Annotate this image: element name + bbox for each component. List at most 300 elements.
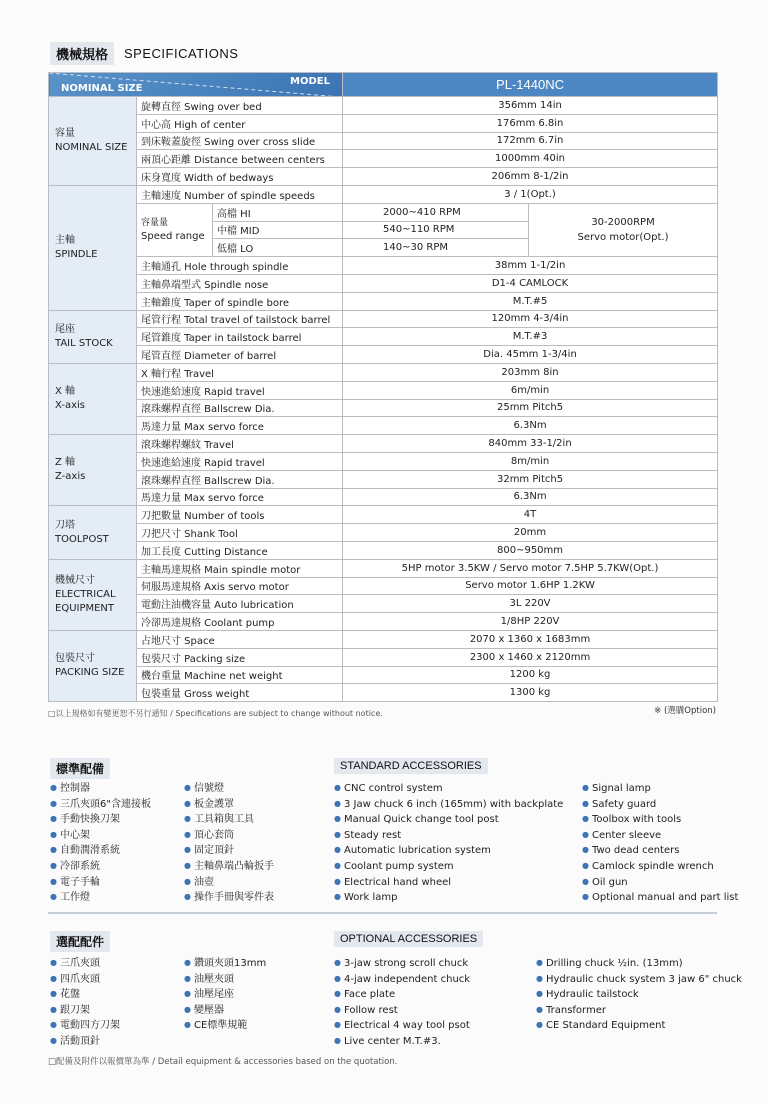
list-item [184,828,274,844]
list-item [50,875,151,891]
list-item [582,812,738,828]
spec-value: 32mm Pitch5 [343,470,718,488]
table-row [49,577,718,595]
bullet-icon: ● [334,783,341,792]
spec-value: 3L 220V [343,595,718,613]
bullet-icon: ● [536,958,543,967]
bullet-icon: ● [50,892,57,902]
list-item [50,956,120,972]
standard-title-en-box [334,758,488,774]
list-item [50,828,151,844]
category-cell [49,97,137,186]
list-item-text: Safety guard [591,798,657,810]
list-item [50,987,120,1003]
list-item-text: 跟刀架 [59,1004,90,1016]
speed-lo: 低檔 LO [213,239,343,257]
list-item-text: CE Standard Equipment [545,1020,666,1032]
option-note: ※ (選購Option) [654,706,716,716]
list-item [536,987,742,1003]
category-label: 機械尺寸 [55,574,95,586]
list-item [184,797,274,813]
table-row [49,292,718,310]
list-item [50,890,151,906]
bullet-icon: ● [50,860,57,870]
spec-value: 172mm 6.7in [343,132,718,150]
spec-value: 120mm 4-3/4in [343,310,718,328]
list-item [582,828,738,844]
spec-item: 快速進給速度 Rapid travel [137,452,343,470]
table-row [49,541,718,559]
list-item [184,875,274,891]
spec-item: 伺服馬達規格 Axis servo motor [137,577,343,595]
table-row [49,150,718,168]
model-label: MODEL [290,76,331,87]
list-item [334,859,563,875]
category-label: 主軸 [55,234,75,246]
bullet-icon: ● [50,783,57,792]
speed-hi: 高檔 HI [213,203,343,221]
spec-item: 滾珠螺桿螺紋 Travel [137,435,343,453]
speed-hi-value: 2000~410 RPM [343,203,529,221]
spec-item: 刀把數量 Number of tools [137,506,343,524]
list-item [184,843,274,859]
table-row [49,203,718,221]
bullet-icon: ● [334,1035,341,1045]
speed-range-cell [137,203,213,256]
bullet-icon: ● [582,892,589,902]
list-item [334,1003,470,1019]
list-item-text: 工具箱與工具 [193,814,254,826]
list-item-text: Center sleeve [591,829,662,841]
list-item [184,1003,266,1019]
bullet-icon: ● [184,860,191,870]
list-item-text: 信號燈 [193,783,224,794]
list-item-text: Live center M.T.#3. [343,1035,441,1047]
category-label: TAIL STOCK [55,337,113,349]
bullet-icon: ● [334,876,341,886]
bullet-icon: ● [582,783,589,792]
list-item [184,956,266,972]
list-item-text: 變壓器 [193,1004,224,1016]
spec-item: X 軸行程 Travel [137,363,343,381]
list-item-text: 頂心套筒 [193,829,234,841]
list-item [50,1034,120,1050]
table-row [49,435,718,453]
bullet-icon: ● [50,1004,57,1014]
list-item-text: Electrical 4 way tool psot [343,1020,470,1032]
list-item-text: Work lamp [343,892,398,904]
spec-item: 滾珠螺桿直徑 Ballscrew Dia. [137,470,343,488]
spec-value: Servo motor 1.6HP 1.2KW [343,577,718,595]
spec-item: 尾管行程 Total travel of tailstock barrel [137,310,343,328]
list-item [334,1018,470,1034]
standard-title-en: STANDARD ACCESSORIES [334,758,488,774]
list-item [536,1003,742,1019]
category-cell [49,435,137,506]
table-row [49,666,718,684]
bullet-icon: ● [536,973,543,983]
list-item-text: Electrical hand wheel [343,876,452,888]
list-item [50,972,120,988]
list-item-text: 自動潤滑系統 [59,845,120,857]
table-row [49,114,718,132]
spec-item: 加工長度 Cutting Distance [137,541,343,559]
spec-item: 到床鞍蓋旋徑 Swing over cross slide [137,132,343,150]
bullet-icon: ● [50,1035,57,1045]
spec-item: 馬達力量 Max servo force [137,417,343,435]
list-item-text: Follow rest [343,1004,398,1016]
list-item [334,972,470,988]
spec-item: 床身寬度 Width of bedways [137,168,343,186]
section-divider [48,912,717,914]
category-cell [49,506,137,559]
spec-value: 6m/min [343,381,718,399]
bullet-icon: ● [334,973,341,983]
category-label: NOMINAL SIZE [55,141,128,153]
spec-item: 機台重量 Machine net weight [137,666,343,684]
category-cell [49,185,137,310]
nominal-size-label: NOMINAL SIZE [61,83,143,94]
table-row [49,97,718,115]
list-item [582,797,738,813]
spec-value: D1-4 CAMLOCK [343,274,718,292]
list-item [334,956,470,972]
table-row [49,363,718,381]
bullet-icon: ● [582,860,589,870]
list-item [334,843,563,859]
list-item-text: Coolant pump system [343,860,454,872]
optional-title-en-box [334,931,483,947]
standard-en-list-2 [582,781,738,906]
table-row [49,185,718,203]
list-item-text: 4-jaw independent chuck [343,973,471,985]
category-label: X 軸 [55,386,76,398]
bullet-icon: ● [334,829,341,839]
spec-item: 主軸速度 Number of spindle speeds [137,185,343,203]
bullet-icon: ● [50,989,57,999]
list-item [582,781,738,797]
optional-title-en: OPTIONAL ACCESSORIES [334,931,483,947]
bullet-icon: ● [50,798,57,808]
spec-item: 兩頂心距離 Distance between centers [137,150,343,168]
list-item-text: CNC control system [343,783,443,794]
category-label: PACKING SIZE [55,667,125,678]
list-item [334,828,563,844]
bullet-icon: ● [50,814,57,824]
list-item-text: Hydraulic chuck system 3 jaw 6" chuck [545,973,742,985]
bullet-icon: ● [334,798,341,808]
list-item [334,987,470,1003]
list-item-text: Automatic lubrication system [343,845,491,857]
category-label: 尾座 [55,323,75,335]
spec-value: 840mm 33-1/2in [343,435,718,453]
list-item-text: 板金護罩 [193,798,234,810]
optional-en-list-2 [536,956,742,1034]
bullet-icon: ● [184,973,191,983]
spec-value: 3 / 1(Opt.) [343,185,718,203]
spec-value: 5HP motor 3.5KW / Servo motor 7.5HP 5.7KW(Opt.) [343,559,718,577]
table-header-row [49,73,718,97]
list-item-text: Manual Quick change tool post [343,814,499,826]
list-item-text: 三爪夾頭6"含連接板 [59,798,151,810]
bullet-icon: ● [184,958,191,967]
list-item-text: 控制器 [59,783,90,794]
list-item [50,1018,120,1034]
table-row [49,630,718,648]
list-item [334,781,563,797]
spec-value: 800~950mm [343,541,718,559]
bullet-icon: ● [536,1004,543,1014]
list-item-text: 3 Jaw chuck 6 inch (165mm) with backplate [343,798,564,810]
spec-item: 尾管直徑 Diameter of barrel [137,346,343,364]
list-item-text: Face plate [343,989,396,1001]
bullet-icon: ● [536,989,543,999]
list-item [536,972,742,988]
list-item [334,797,563,813]
speed-mid-value: 540~110 RPM [343,221,529,239]
list-item [184,890,274,906]
spec-value: M.T.#3 [343,328,718,346]
table-row [49,684,718,702]
spec-item: 中心高 High of center [137,114,343,132]
category-label: 容量 [55,127,75,139]
bullet-icon: ● [334,1004,341,1014]
bullet-icon: ● [184,892,191,902]
speed-lo-value: 140~30 RPM [343,239,529,257]
spec-item: 滾珠螺桿直徑 Ballscrew Dia. [137,399,343,417]
list-item [582,859,738,875]
category-label: X-axis [55,400,85,412]
table-row [49,132,718,150]
list-item [50,859,151,875]
category-cell [49,310,137,363]
list-item-text: 3-jaw strong scroll chuck [343,958,469,969]
spec-value: 2300 x 1460 x 2120mm [343,648,718,666]
category-label: SPINDLE [55,248,98,260]
spec-title-zh: 機械規格 [50,42,114,65]
list-item-text: Drilling chuck ½in. (13mm) [545,958,683,969]
bullet-icon: ● [582,829,589,839]
spec-item: 主軸通孔 Hole through spindle [137,257,343,275]
bullet-icon: ● [582,845,589,855]
list-item-text: 四爪夾頭 [59,973,100,985]
spec-value: 2070 x 1360 x 1683mm [343,630,718,648]
table-row [49,310,718,328]
list-item-text: Transformer [545,1004,606,1016]
bullet-icon: ● [582,876,589,886]
spec-item: 包裝尺寸 Packing size [137,648,343,666]
table-row [49,470,718,488]
category-cell [49,363,137,434]
bullet-icon: ● [184,814,191,824]
spec-value: 20mm [343,524,718,542]
list-item-text: Signal lamp [591,783,651,794]
bullet-icon: ● [334,989,341,999]
servo-opt: Servo motor(Opt.) [577,231,669,243]
model-value: PL-1440NC [343,73,718,97]
table-row [49,524,718,542]
table-row [49,417,718,435]
spec-item: 尾管錐度 Taper in tailstock barrel [137,328,343,346]
bullet-icon: ● [184,845,191,855]
list-item [582,890,738,906]
list-item-text: 三爪夾頭 [59,958,100,969]
list-item-text: 電子手輪 [59,876,100,888]
list-item [536,956,742,972]
spec-value: 1300 kg [343,684,718,702]
list-item [334,890,563,906]
bullet-icon: ● [334,860,341,870]
spec-value: 38mm 1-1/2in [343,257,718,275]
spec-value: M.T.#5 [343,292,718,310]
spec-value: 1200 kg [343,666,718,684]
spec-item: 刀把尺寸 Shank Tool [137,524,343,542]
spec-value: 6.3Nm [343,417,718,435]
optional-title-zh-box [50,931,110,952]
list-item [50,797,151,813]
spec-value: 25mm Pitch5 [343,399,718,417]
list-item-text: CE標準規範 [193,1020,248,1032]
bullet-icon: ● [334,845,341,855]
bullet-icon: ● [184,829,191,839]
spec-value: Dia. 45mm 1-3/4in [343,346,718,364]
bullet-icon: ● [582,798,589,808]
table-row [49,399,718,417]
table-header-labels [49,73,343,97]
table-row [49,506,718,524]
category-label: 刀塔 [55,519,75,531]
spec-item: 主軸錐度 Taper of spindle bore [137,292,343,310]
spec-note: □以上規格如有變更恕不另行通知 / Specifications are subject to change without notice. [48,709,383,718]
spec-value: 1000mm 40in [343,150,718,168]
list-item-text: 主軸鼻端凸輪扳手 [193,860,274,872]
speed-mid: 中檔 MID [213,221,343,239]
list-item-text: 電動四方刀架 [59,1020,120,1032]
bullet-icon: ● [184,783,191,792]
list-item [184,781,274,797]
list-item-text: 工作燈 [59,892,90,904]
bullet-icon: ● [50,829,57,839]
category-label: 包裝尺寸 [55,653,95,664]
servo-rpm: 30-2000RPM [591,216,655,228]
list-item-text: 固定頂針 [193,845,234,857]
table-row [49,648,718,666]
bullet-icon: ● [582,814,589,824]
table-row [49,346,718,364]
list-item-text: Optional manual and part list [591,892,739,904]
list-item-text: Toolbox with tools [591,814,682,826]
bullet-icon: ● [334,892,341,902]
bullet-icon: ● [50,958,57,967]
spec-item: 旋轉直徑 Swing over bed [137,97,343,115]
list-item [582,843,738,859]
spec-value: 4T [343,506,718,524]
list-item-text: 操作手冊與零件表 [193,892,274,904]
standard-en-list-1 [334,781,563,906]
list-item [50,812,151,828]
spec-value: 8m/min [343,452,718,470]
list-item-text: 冷卻系統 [59,860,100,872]
bullet-icon: ● [184,989,191,999]
bullet-icon: ● [334,958,341,967]
list-item-text: 中心架 [59,829,90,841]
category-label: Z 軸 [55,457,76,469]
speed-range-en: Speed range [141,231,205,243]
list-item [184,987,266,1003]
list-item-text: Hydraulic tailstock [545,989,639,1001]
spec-value: 6.3Nm [343,488,718,506]
optional-zh-list-1 [50,956,120,1050]
list-item-text: 活動頂針 [59,1035,100,1047]
list-item-text: 鑽頭夾頭13mm [193,958,267,969]
spec-item: 主軸鼻端型式 Spindle nose [137,274,343,292]
spec-value: 356mm 14in [343,97,718,115]
optional-zh-list-2 [184,956,266,1034]
list-item [334,1034,470,1050]
spec-item: 占地尺寸 Space [137,630,343,648]
table-row [49,488,718,506]
spec-title-en: SPECIFICATIONS [124,45,239,61]
standard-zh-list-2 [184,781,274,906]
table-row [49,328,718,346]
spec-value: 176mm 6.8in [343,114,718,132]
list-item [334,812,563,828]
list-item-text: Oil gun [591,876,628,888]
list-item-text: 油壓尾座 [193,989,234,1001]
list-item-text: 油壓夾頭 [193,973,234,985]
spec-table [48,72,718,702]
standard-title-zh-box [50,758,110,779]
list-item [50,781,151,797]
list-item-text: 手動快換刀架 [59,814,120,826]
table-row [49,559,718,577]
category-label: TOOLPOST [55,533,109,545]
list-item [536,1018,742,1034]
standard-zh-list-1 [50,781,151,906]
bullet-icon: ● [536,1020,543,1030]
list-item-text: 油壺 [193,876,214,888]
list-item [50,1003,120,1019]
bullet-icon: ● [184,1004,191,1014]
bullet-icon: ● [184,798,191,808]
bullet-icon: ● [50,845,57,855]
table-row [49,257,718,275]
spec-item: 主軸馬達規格 Main spindle motor [137,559,343,577]
optional-en-list-1 [334,956,470,1050]
table-row [49,168,718,186]
spec-value: 1/8HP 220V [343,613,718,631]
table-row [49,452,718,470]
list-item [50,843,151,859]
list-item-text: Camlock spindle wrench [591,860,714,872]
bullet-icon: ● [50,876,57,886]
table-row [49,613,718,631]
optional-title-zh: 選配配件 [50,931,110,952]
spec-value: 206mm 8-1/2in [343,168,718,186]
list-item-text: Steady rest [343,829,402,841]
spec-item: 包裝重量 Gross weight [137,684,343,702]
spec-item: 快速進給速度 Rapid travel [137,381,343,399]
spec-item: 電動注油機容量 Auto lubrication [137,595,343,613]
table-row [49,381,718,399]
bullet-icon: ● [50,973,57,983]
bullet-icon: ● [334,1020,341,1030]
bullet-icon: ● [184,1020,191,1030]
servo-cell [529,203,718,256]
spec-item: 冷卻馬達規格 Coolant pump [137,613,343,631]
category-label: Z-axis [55,471,86,483]
spec-item: 馬達力量 Max servo force [137,488,343,506]
